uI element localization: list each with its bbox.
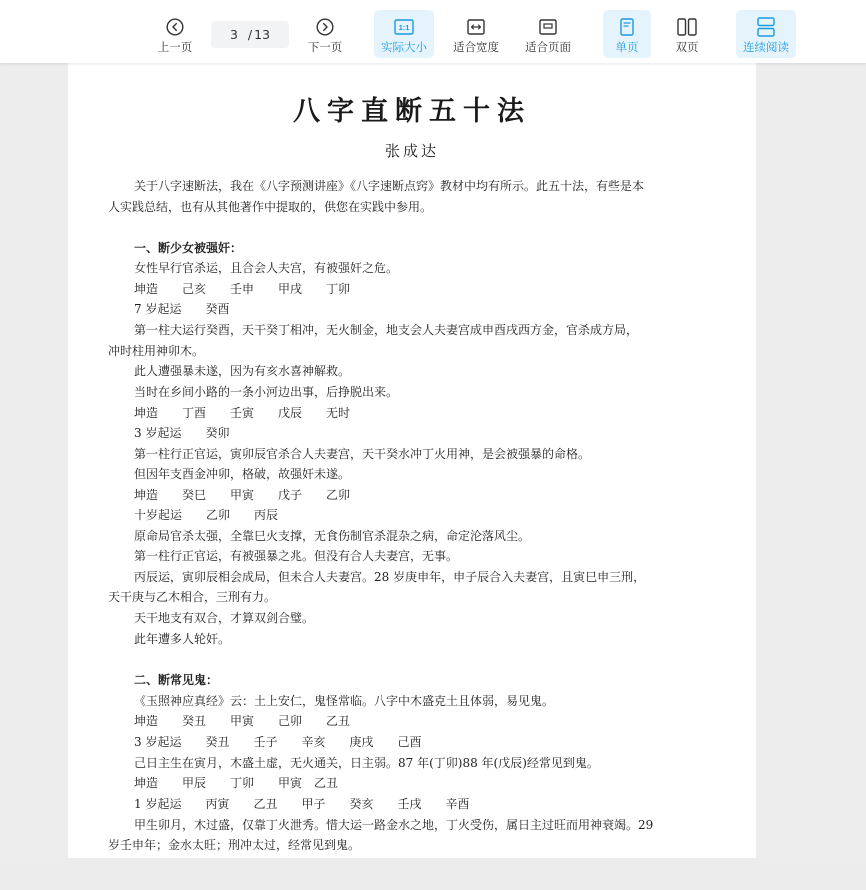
text-line: 3 岁起运 癸丑 壬子 辛亥 庚戌 己酉 bbox=[134, 735, 422, 749]
prev-page-button[interactable] bbox=[152, 10, 198, 58]
text-line: 天干地支有双合，才算双剑合璧。 bbox=[134, 611, 315, 625]
text-line: 此人遭强暴未遂，因为有亥水喜神解救。 bbox=[134, 364, 351, 378]
actual-size-label: 实际大小 bbox=[381, 40, 427, 54]
chevron-left-circle-icon bbox=[166, 16, 184, 38]
actual-size-icon-text: 1:1 bbox=[398, 23, 410, 33]
next-page-label: 下一页 bbox=[307, 40, 343, 54]
continuous-scroll-icon bbox=[757, 16, 775, 38]
continuous-reading-button[interactable] bbox=[736, 10, 796, 58]
text-line: 坤造 己亥 壬申 甲戌 丁卯 bbox=[134, 282, 351, 296]
text-line: 当时在乡间小路的一条小河边出事，后挣脱出来。 bbox=[134, 385, 399, 399]
page-title: 八字直断五十法 bbox=[293, 96, 531, 127]
actual-size-button[interactable] bbox=[374, 10, 434, 58]
next-page-button[interactable] bbox=[302, 10, 348, 58]
text-line: 女性早行官杀运，且合会人夫宫，有被强奸之危。 bbox=[134, 261, 399, 275]
fit-width-label: 适合宽度 bbox=[453, 40, 499, 54]
document-author: 张成达 bbox=[384, 142, 439, 160]
single-page-button[interactable] bbox=[603, 10, 651, 58]
double-page-button[interactable] bbox=[663, 10, 711, 58]
text-line: 坤造 甲辰 丁卯 甲寅 乙丑 bbox=[134, 776, 339, 790]
text-line: 坤造 癸丑 甲寅 己卯 乙丑 bbox=[134, 714, 351, 728]
text-line: 但因年支酉金冲卯，格破，故强奸未遂。 bbox=[134, 467, 351, 481]
text-line: 丙辰运，寅卯辰相会成局，但未合人夫妻宫。28 岁庚申年，申子辰合入夫妻宫，且寅巳申三刑， bbox=[134, 570, 646, 584]
text-line: 关于八字速断法，我在《八字预测讲座》《八字速断点窍》教材中均有所示。此五十法，有些是本 bbox=[134, 179, 645, 193]
viewer-toolbar bbox=[0, 0, 866, 63]
text-line: 坤造 丁酉 壬寅 戊辰 无时 bbox=[134, 406, 351, 420]
text-line: 3 岁起运 癸卯 bbox=[134, 426, 230, 440]
document-page bbox=[68, 63, 756, 858]
text-line: 甲生卯月，木过盛，仅靠丁火泄秀。惜大运一路金水之地，丁火受伤，属日主过旺而用神衰竭。29 bbox=[134, 818, 654, 832]
text-line: 人实践总结，也有从其他著作中提取的，供您在实践中参用。 bbox=[108, 200, 433, 214]
current-page-input[interactable]: 3 bbox=[229, 27, 238, 42]
text-line: 岁壬申年；金水太旺；刑冲太过，经常见到鬼。 bbox=[108, 838, 361, 852]
chevron-right-circle-icon bbox=[316, 16, 334, 38]
text-line: 天干庚与乙木相合，三刑有力。 bbox=[108, 590, 277, 604]
prev-page-label: 上一页 bbox=[157, 40, 193, 54]
text-line: 冲时柱用神卯木。 bbox=[108, 344, 205, 358]
double-page-label: 双页 bbox=[675, 40, 699, 54]
fit-page-label: 适合页面 bbox=[525, 40, 571, 54]
text-line: 己日主生在寅月，木盛土虚，无火通关，日主弱。87 年(丁卯)88 年(戊辰)经常见到鬼。 bbox=[134, 756, 599, 770]
fit-width-icon bbox=[467, 16, 485, 38]
text-line: 第一柱行正官运，有被强暴之兆。但没有合人夫妻宫，无事。 bbox=[134, 549, 459, 563]
text-line: 第一柱大运行癸酉，天干癸丁相冲，无火制金，地支会人夫妻宫成申酉戌西方金，官杀成方局， bbox=[134, 323, 639, 337]
fit-page-icon bbox=[539, 16, 557, 38]
fit-page-button[interactable] bbox=[520, 10, 576, 58]
text-line: 7 岁起运 癸酉 bbox=[134, 302, 230, 316]
fit-width-button[interactable] bbox=[448, 10, 504, 58]
continuous-reading-label: 连续阅读 bbox=[743, 40, 789, 54]
text-line: 1 岁起运 丙寅 乙丑 甲子 癸亥 壬戌 辛酉 bbox=[134, 797, 470, 811]
double-page-icon bbox=[677, 16, 697, 38]
single-page-label: 单页 bbox=[615, 40, 639, 54]
text-line: 十岁起运 乙卯 丙辰 bbox=[134, 508, 279, 522]
text-line: 此年遭多人轮奸。 bbox=[134, 632, 231, 646]
one-to-one-icon bbox=[394, 16, 414, 38]
text-line: 原命局官杀太强，全靠巳火支撑，无食伤制官杀混杂之病，命定沦落风尘。 bbox=[134, 529, 531, 543]
section-heading: 一、断少女被强奸： bbox=[134, 241, 243, 255]
section-heading: 二、断常见鬼： bbox=[134, 673, 219, 687]
single-page-icon bbox=[620, 16, 634, 38]
page-number-field[interactable] bbox=[211, 21, 289, 48]
total-pages: 13 bbox=[254, 27, 271, 42]
text-line: 第一柱行正官运，寅卯辰官杀合人夫妻宫，天干癸水冲丁火用神，是会被强暴的命格。 bbox=[134, 447, 591, 461]
text-line: 坤造 癸巳 甲寅 戊子 乙卯 bbox=[134, 488, 351, 502]
page-separator: / bbox=[247, 27, 253, 42]
text-line: 《玉照神应真经》云：土上安仁，鬼怪常临。八字中木盛克土且体弱，易见鬼。 bbox=[134, 694, 555, 708]
viewer-bottom-area bbox=[0, 858, 866, 890]
